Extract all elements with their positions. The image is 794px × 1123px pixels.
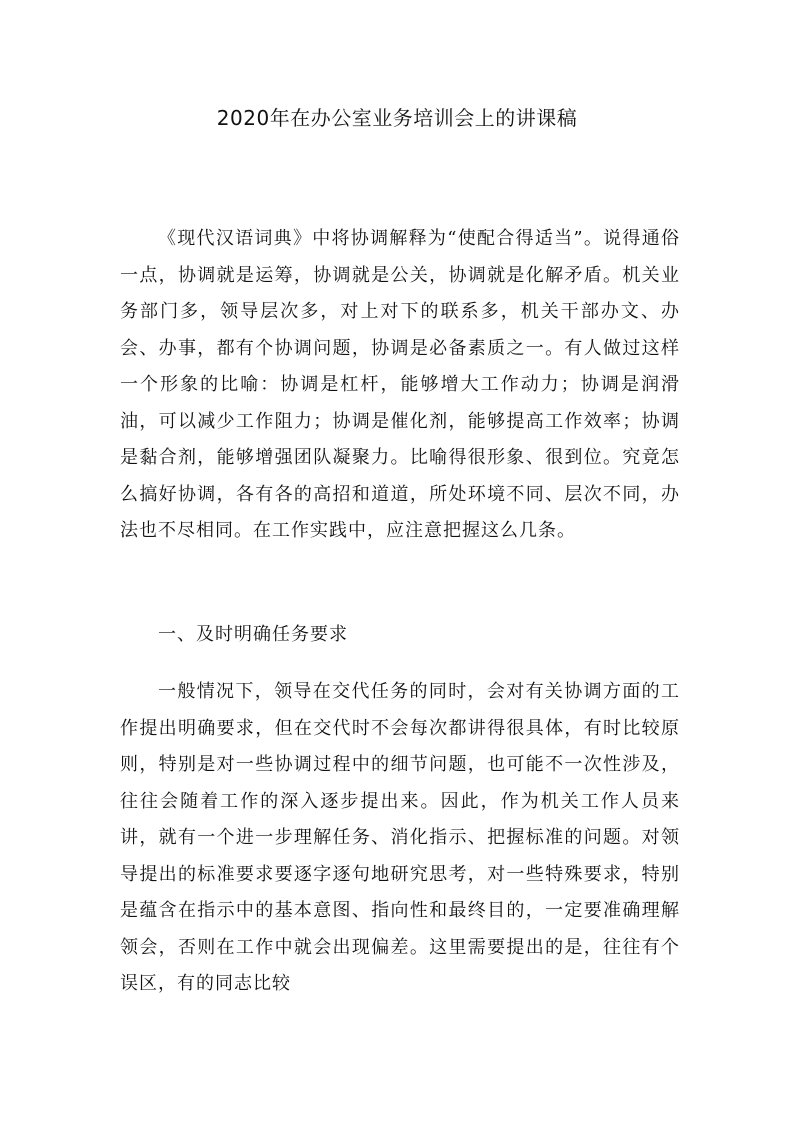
section-heading-1: 一、及时明确任务要求 bbox=[158, 624, 348, 645]
paragraph-section-1: 一般情况下，领导在交代任务的同时，会对有关协调方面的工作提出明确要求，但在交代时不会每次都讲得很具体，有时比较原则，特别是对一些协调过程中的细节问题，也可能不一次性涉及，往往会随着工作的深入逐步提出来。因此，作为机关工作人员来讲，就有一个进一步理解任务、消化指示、把握标准的问题。对领导提出的标准要求要逐字逐句地研究思考，对一些特殊要求，特别是蕴含在指示中的基本意图、指向性和最终目的，一定要准确理解领会，否则在工作中就会出现偏差。这里需要提出的是，往往有个误区，有的同志比较 bbox=[120, 681, 680, 994]
paragraph-intro: 《现代汉语词典》中将协调解释为“使配合得适当”。说得通俗一点，协调就是运筹，协调就是公关，协调就是化解矛盾。机关业务部门多，领导层次多，对上对下的联系多，机关干部办文、办会、办事，都有个协调问题，协调是必备素质之一。有人做过这样一个形象的比喻：协调是杠杆，能够增大工作动力；协调是润滑油，可以减少工作阻力；协调是催化剂，能够提高工作效率；协调是黏合剂，能够增强团队凝聚力。比喻得很形象、很到位。究竟怎么搞好协调，各有各的高招和道道，所处环境不同、层次不同，办法也不尽相同。在工作实践中，应注意把握这么几条。 bbox=[120, 228, 680, 541]
document-title: 2020年在办公室业务培训会上的讲课稿 bbox=[216, 106, 578, 130]
